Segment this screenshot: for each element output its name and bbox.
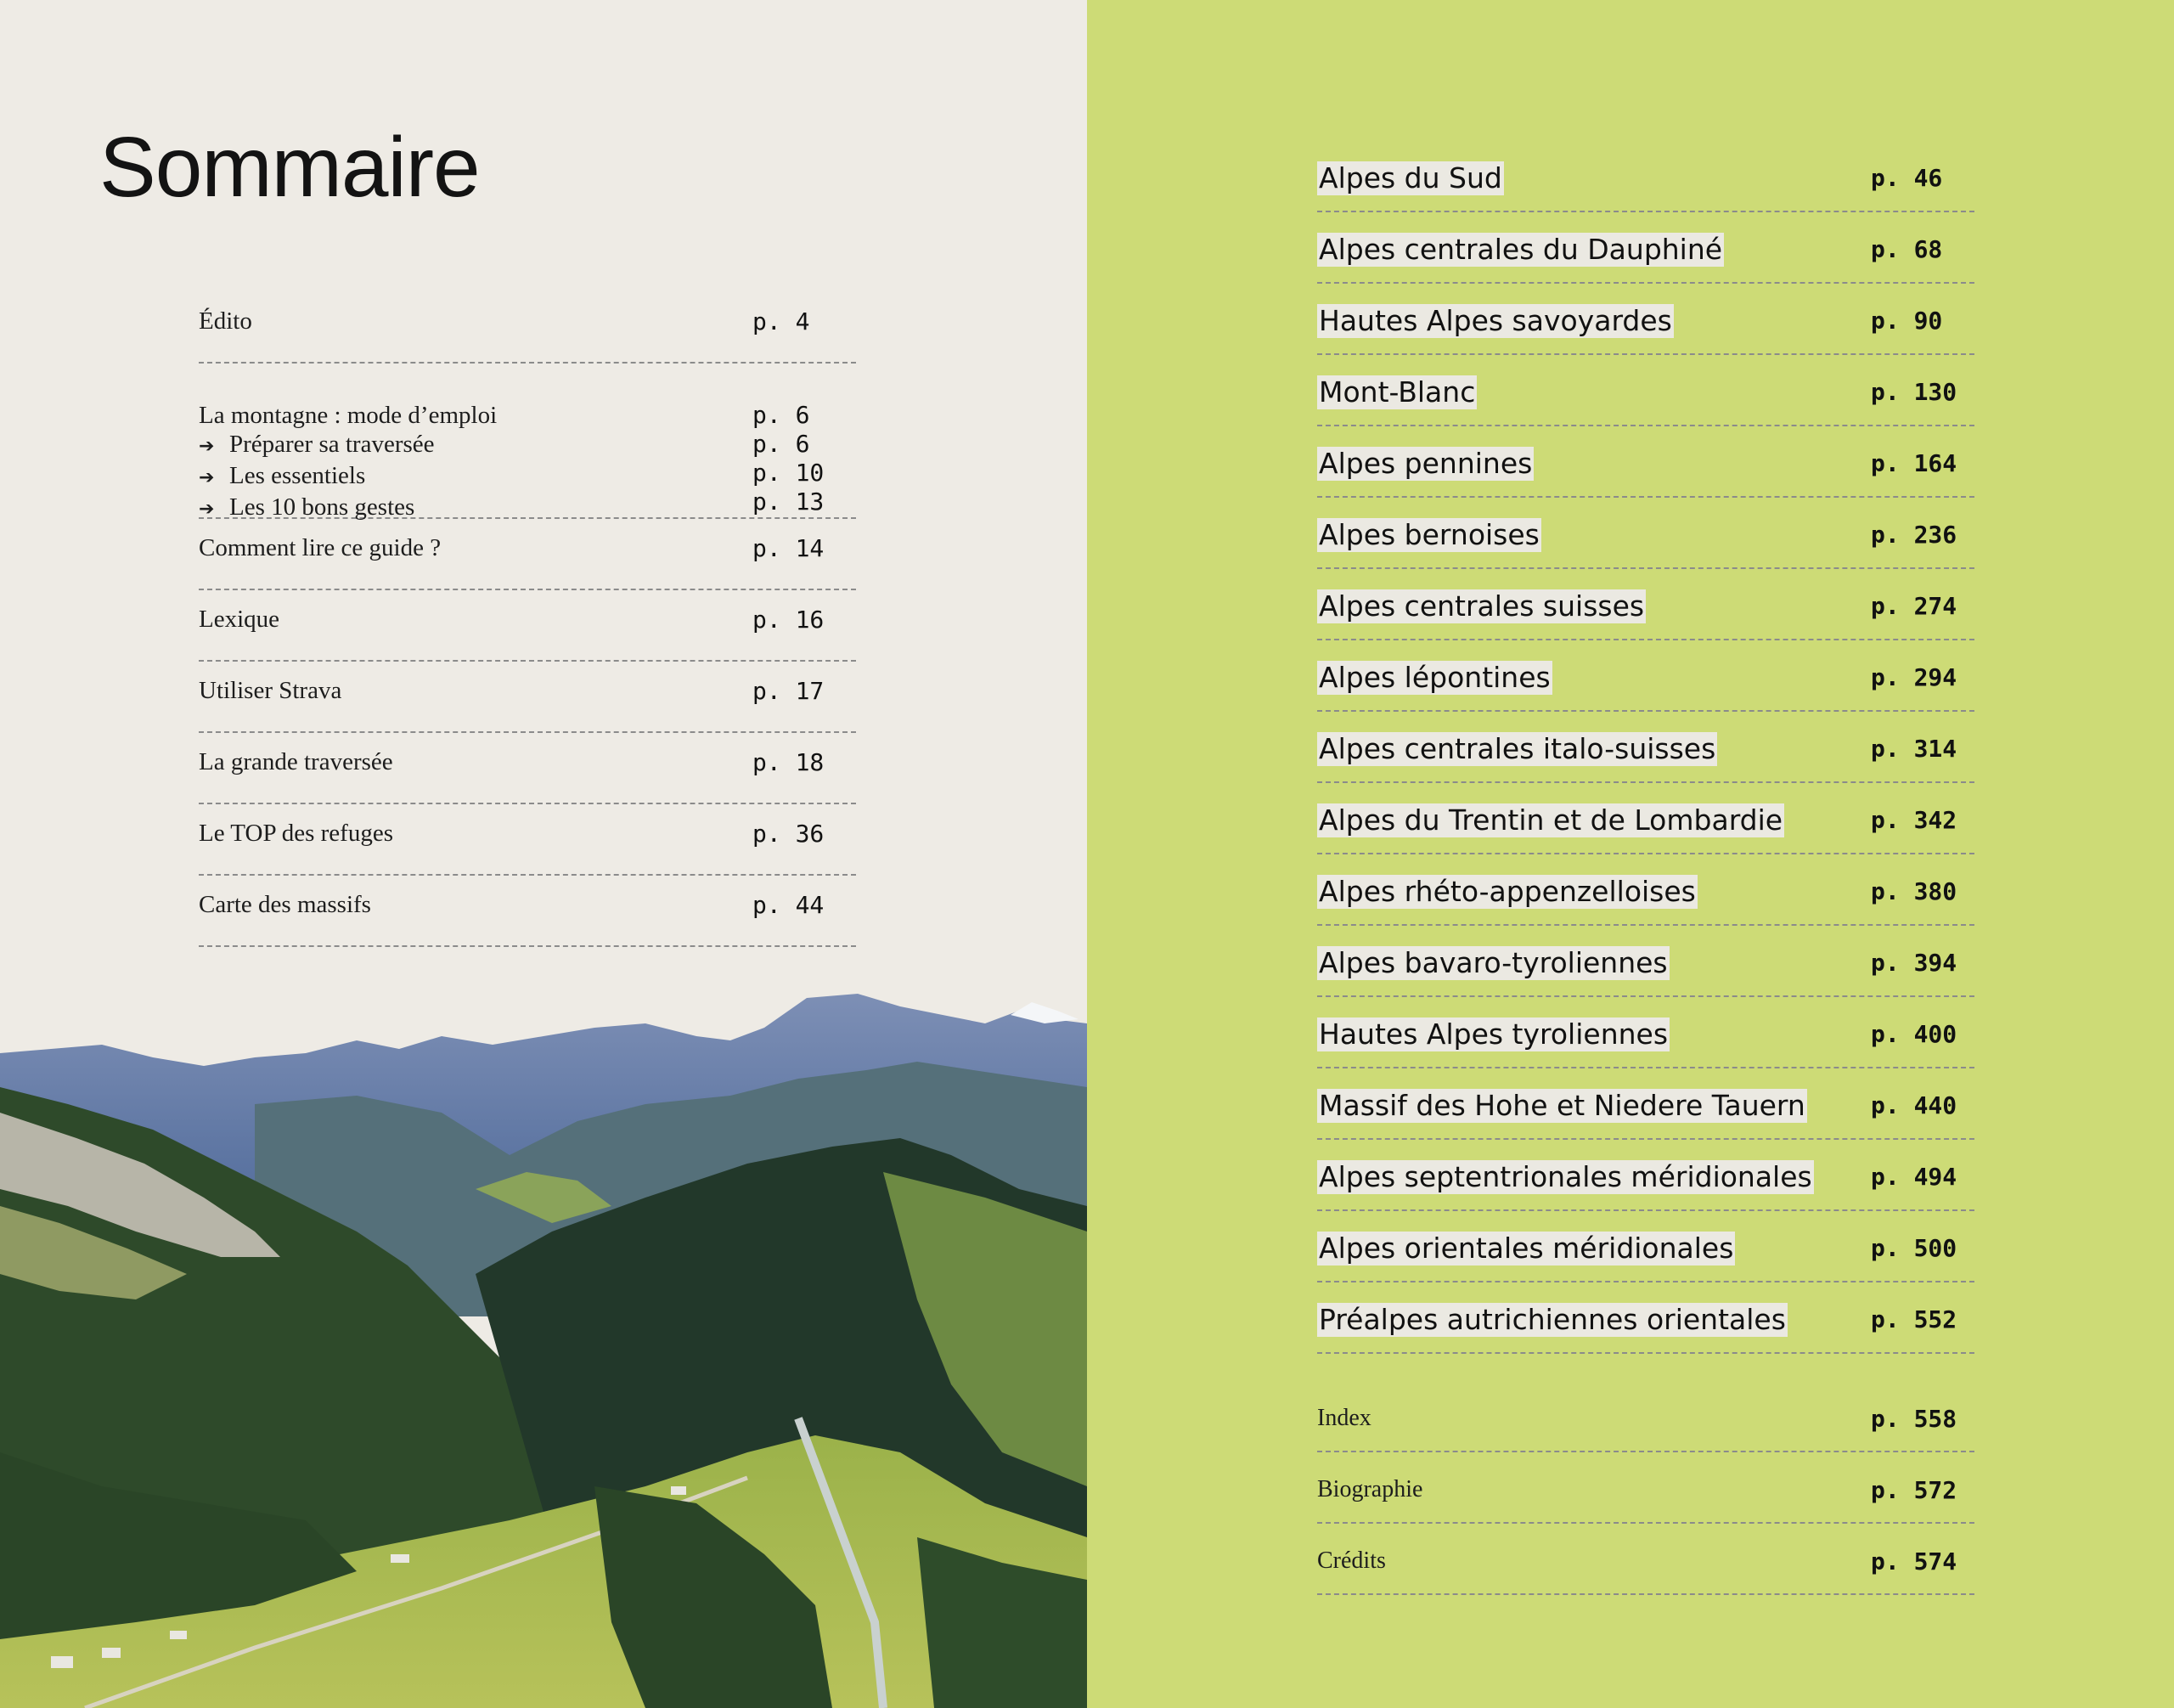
arrow-right-icon: ➔	[199, 436, 215, 457]
toc-entry-label: Édito	[199, 307, 252, 335]
toc-entry-label: Carte des massifs	[199, 891, 371, 918]
toc-entry-page: p. 14	[752, 534, 825, 562]
toc-entry-page: p. 558	[1871, 1405, 1957, 1433]
toc-entry-page: p. 236	[1871, 521, 1957, 549]
toc-entry-page: p. 68	[1871, 235, 1943, 263]
toc-subentry[interactable]	[199, 461, 497, 493]
toc-subentry-page: p. 13	[752, 488, 825, 516]
toc-entry[interactable]	[1317, 1524, 1974, 1595]
toc-entry-label: Utiliser Strava	[199, 677, 342, 704]
toc-back-matter	[1317, 1381, 1974, 1595]
toc-entry-label: Le TOP des refuges	[199, 820, 393, 847]
mountain-landscape-image	[0, 977, 1087, 1708]
toc-entry-page: p. 4	[752, 307, 810, 335]
toc-entry[interactable]	[199, 733, 856, 804]
arrow-right-icon: ➔	[199, 499, 215, 520]
toc-subentry-page: p. 6	[752, 430, 810, 458]
toc-entry[interactable]	[1317, 783, 1974, 854]
toc-entry[interactable]	[1317, 854, 1974, 926]
toc-entry[interactable]	[1317, 1140, 1974, 1211]
toc-entry-page: p. 274	[1871, 592, 1957, 620]
toc-entry[interactable]	[1317, 1282, 1974, 1354]
toc-entry[interactable]	[1317, 640, 1974, 712]
toc-entry-page: p. 394	[1871, 949, 1957, 977]
toc-entry[interactable]	[1317, 569, 1974, 640]
toc-subentry-page: p. 10	[752, 459, 825, 487]
toc-entry-page: p. 440	[1871, 1091, 1957, 1119]
toc-subentry-label: Les 10 bons gestes	[229, 493, 415, 521]
toc-entry-page: p. 314	[1871, 735, 1957, 763]
toc-entry-label: Alpes centrales suisses	[1319, 589, 1645, 623]
toc-entry-page: p. 130	[1871, 378, 1957, 406]
toc-entry[interactable]	[199, 590, 856, 662]
toc-entry-label: Mont-Blanc	[1319, 375, 1476, 409]
toc-entry-page: p. 46	[1871, 164, 1943, 192]
page-title: Sommaire	[99, 120, 480, 215]
toc-entry-label: Crédits	[1317, 1547, 1386, 1574]
toc-entry[interactable]	[1317, 1381, 1974, 1452]
toc-entry-group[interactable]	[199, 364, 856, 519]
toc-massifs	[1317, 141, 1974, 1354]
toc-entry-label: Alpes centrales italo-suisses	[1319, 732, 1716, 765]
toc-entry-page: p. 16	[752, 606, 825, 634]
toc-entry[interactable]	[1317, 141, 1974, 212]
arrow-right-icon: ➔	[199, 467, 215, 488]
toc-subentry-label: Préparer sa traversée	[229, 431, 435, 458]
toc-entry[interactable]	[1317, 426, 1974, 498]
toc-entry[interactable]	[199, 876, 856, 947]
toc-entry[interactable]	[1317, 1068, 1974, 1140]
toc-entry[interactable]	[199, 662, 856, 733]
toc-entry-label: Alpes rhéto-appenzelloises	[1319, 875, 1696, 908]
toc-entry[interactable]	[1317, 1452, 1974, 1524]
toc-entry-page: p. 500	[1871, 1234, 1957, 1262]
toc-entry-label: Lexique	[199, 606, 280, 633]
toc-group-labels	[199, 401, 497, 524]
toc-entry[interactable]	[1317, 355, 1974, 426]
toc-subentry[interactable]	[199, 430, 497, 461]
toc-entry-page: p. 164	[1871, 449, 1957, 477]
toc-entry-label: Alpes orientales méridionales	[1319, 1232, 1734, 1265]
toc-entry-page: p. 400	[1871, 1020, 1957, 1048]
toc-entry[interactable]	[1317, 997, 1974, 1068]
toc-entry-label: Hautes Alpes tyroliennes	[1319, 1017, 1669, 1051]
toc-entry-label: Biographie	[1317, 1476, 1423, 1502]
toc-entry-page: p. 342	[1871, 806, 1957, 834]
toc-entry-label: Index	[1317, 1405, 1371, 1431]
toc-group-pages	[752, 401, 856, 516]
toc-entry-label: Alpes bavaro-tyroliennes	[1319, 946, 1668, 979]
toc-entry-page: p. 574	[1871, 1547, 1957, 1576]
toc-entry-page: p. 552	[1871, 1305, 1957, 1333]
toc-entry-label: Comment lire ce guide ?	[199, 534, 442, 561]
toc-entry[interactable]	[1317, 498, 1974, 569]
toc-entry-label: La grande traversée	[199, 748, 393, 775]
toc-entry[interactable]	[1317, 1211, 1974, 1282]
toc-entry-label: Alpes lépontines	[1319, 661, 1551, 694]
toc-entry-label: Alpes pennines	[1319, 447, 1533, 480]
toc-entry-page: p. 494	[1871, 1163, 1957, 1191]
toc-entry[interactable]	[1317, 926, 1974, 997]
toc-entry[interactable]	[1317, 212, 1974, 284]
toc-entry[interactable]	[1317, 284, 1974, 355]
toc-entry-label: La montagne : mode d’emploi	[199, 402, 498, 429]
toc-entry-page: p. 17	[752, 677, 825, 705]
toc-entry-label: Préalpes autrichiennes orientales	[1319, 1303, 1786, 1336]
toc-left	[199, 292, 856, 947]
toc-entry-page: p. 294	[1871, 663, 1957, 691]
toc-entry[interactable]	[199, 804, 856, 876]
toc-entry-label: Alpes bernoises	[1319, 518, 1540, 551]
toc-entry[interactable]	[199, 519, 856, 590]
toc-entry-label: Alpes centrales du Dauphiné	[1319, 233, 1723, 266]
toc-entry-page: p. 18	[752, 748, 825, 776]
toc-subentry-label: Les essentiels	[229, 462, 366, 489]
toc-subentry[interactable]	[199, 493, 497, 524]
toc-entry-label: Hautes Alpes savoyardes	[1319, 304, 1672, 337]
toc-entry-page: p. 36	[752, 820, 825, 848]
toc-entry-label: Massif des Hohe et Niedere Tauern	[1319, 1089, 1805, 1122]
toc-entry[interactable]	[1317, 712, 1974, 783]
toc-entry[interactable]	[199, 292, 856, 364]
toc-entry-page: p. 380	[1871, 877, 1957, 905]
toc-entry-page: p. 572	[1871, 1476, 1957, 1504]
toc-entry-page: p. 6	[752, 401, 810, 429]
toc-entry-label: Alpes septentrionales méridionales	[1319, 1160, 1812, 1193]
toc-entry-label: Alpes du Sud	[1319, 161, 1502, 194]
toc-entry-label: Alpes du Trentin et de Lombardie	[1319, 803, 1783, 837]
toc-entry-page: p. 44	[752, 891, 825, 919]
toc-entry-page: p. 90	[1871, 307, 1943, 335]
